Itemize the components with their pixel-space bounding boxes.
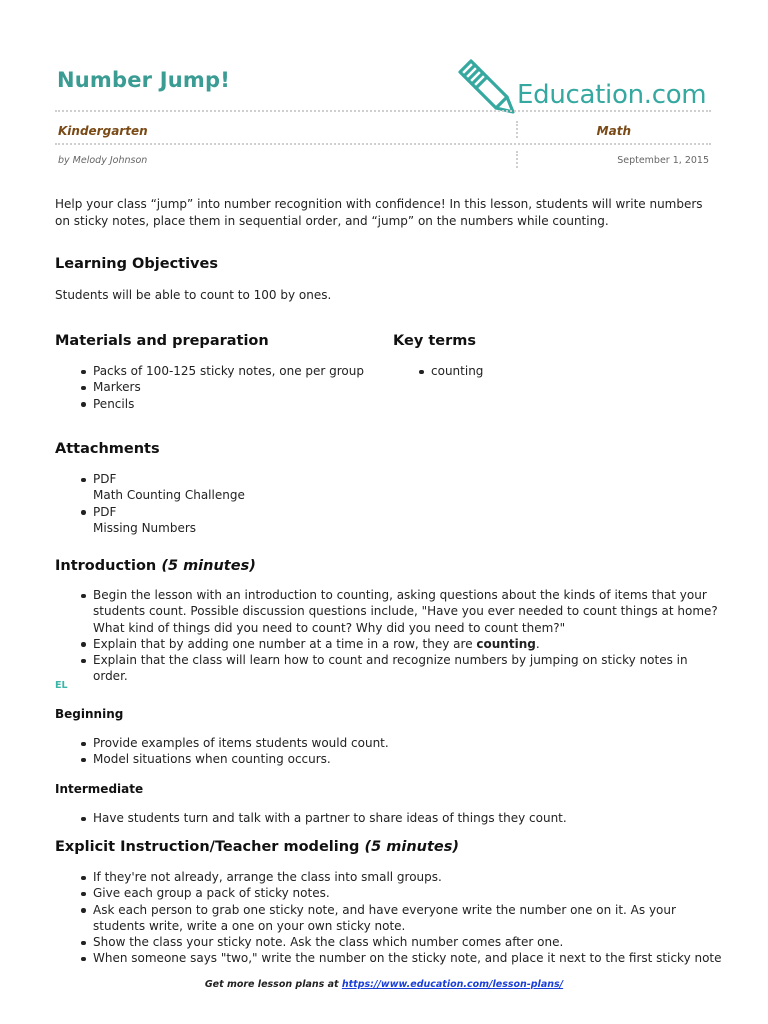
beginning-heading: Beginning (55, 707, 124, 721)
pencil-logo-icon (455, 58, 515, 114)
list-item: Have students turn and talk with a partner to share ideas of things they count. (55, 810, 715, 826)
attachment-type: PDF (93, 504, 117, 519)
introduction-title: Introduction (55, 558, 157, 574)
introduction-list (55, 587, 723, 685)
materials-list (55, 363, 385, 412)
attachment-item[interactable] (55, 504, 455, 537)
attachment-type: PDF (93, 472, 117, 486)
list-item-text: Explain that by adding one number at a time in a row, they are (93, 636, 473, 651)
explicit-instruction-list (55, 869, 723, 967)
explicit-instruction-title: Explicit Instruction/Teacher modeling (55, 839, 360, 855)
list-item (55, 636, 723, 652)
column-divider (516, 121, 518, 138)
grade-label: Kindergarten (58, 124, 148, 138)
author-label: by Melody Johnson (58, 155, 148, 166)
intermediate-list (55, 810, 715, 826)
divider (55, 110, 711, 112)
list-item: Show the class your sticky note. Ask the class which number comes after one. (55, 934, 723, 950)
footer-text: Get more lesson plans at (204, 979, 339, 990)
list-item: Model situations when counting occurs. (55, 751, 715, 767)
intro-paragraph: Help your class “jump” into number recognition with confidence! In this lesson, students will write numbers on sticky notes, place them in sequential order, and “jump” on the numbers while counting. (55, 197, 703, 228)
attachment-name[interactable]: Math Counting Challenge (93, 488, 245, 503)
key-terms-list (393, 363, 693, 379)
footer (0, 979, 768, 990)
el-tag: EL (55, 680, 68, 691)
attachment-item[interactable] (55, 471, 455, 504)
explicit-instruction-duration: (5 minutes) (364, 839, 459, 855)
education-com-logo[interactable] (455, 58, 715, 114)
list-item: Ask each person to grab one sticky note, and have everyone write the number one on it. As your students write, write a one on your own sticky note. (55, 902, 723, 935)
list-item: counting (393, 363, 693, 379)
attachment-name[interactable]: Missing Numbers (93, 520, 197, 535)
list-item: Explain that the class will learn how to count and recognize numbers by jumping on sticky notes in order. (55, 652, 723, 685)
list-item: If they're not already, arrange the class into small groups. (55, 869, 723, 885)
intermediate-heading: Intermediate (55, 782, 144, 796)
learning-objectives-text: Students will be able to count to 100 by ones. (55, 288, 332, 302)
explicit-instruction-heading (55, 839, 459, 855)
list-item: Markers (55, 379, 385, 395)
divider (55, 143, 711, 145)
list-item: Provide examples of items students would count. (55, 735, 715, 751)
beginning-list (55, 735, 715, 768)
introduction-duration: (5 minutes) (161, 558, 256, 574)
logo-wordmark: Education.com (517, 80, 707, 110)
list-item: Pencils (55, 396, 385, 412)
punctuation: . (535, 636, 540, 651)
introduction-heading (55, 558, 256, 574)
bold-term: counting (476, 636, 536, 651)
list-item: Give each group a pack of sticky notes. (55, 885, 723, 901)
learning-objectives-heading: Learning Objectives (55, 256, 218, 272)
list-item: When someone says "two," write the number on the sticky note, and place it next to the first sticky note (55, 950, 723, 966)
attachments-list (55, 471, 455, 536)
list-item: Begin the lesson with an introduction to counting, asking questions about the kinds of items that your students count. Possible discussion questions include, "Have you ever needed to count things at home? What kind of things did you need to count? Why did you need to count them?" (55, 587, 723, 636)
attachments-heading: Attachments (55, 441, 160, 457)
column-divider (516, 151, 518, 168)
lesson-plans-link[interactable]: https://www.education.com/lesson-plans/ (341, 979, 564, 990)
list-item: Packs of 100-125 sticky notes, one per group (55, 363, 385, 379)
page-title: Number Jump! (57, 68, 231, 92)
key-terms-heading: Key terms (393, 333, 476, 349)
subject-label: Math (596, 124, 631, 138)
materials-heading: Materials and preparation (55, 333, 269, 349)
date-label: September 1, 2015 (617, 155, 709, 166)
